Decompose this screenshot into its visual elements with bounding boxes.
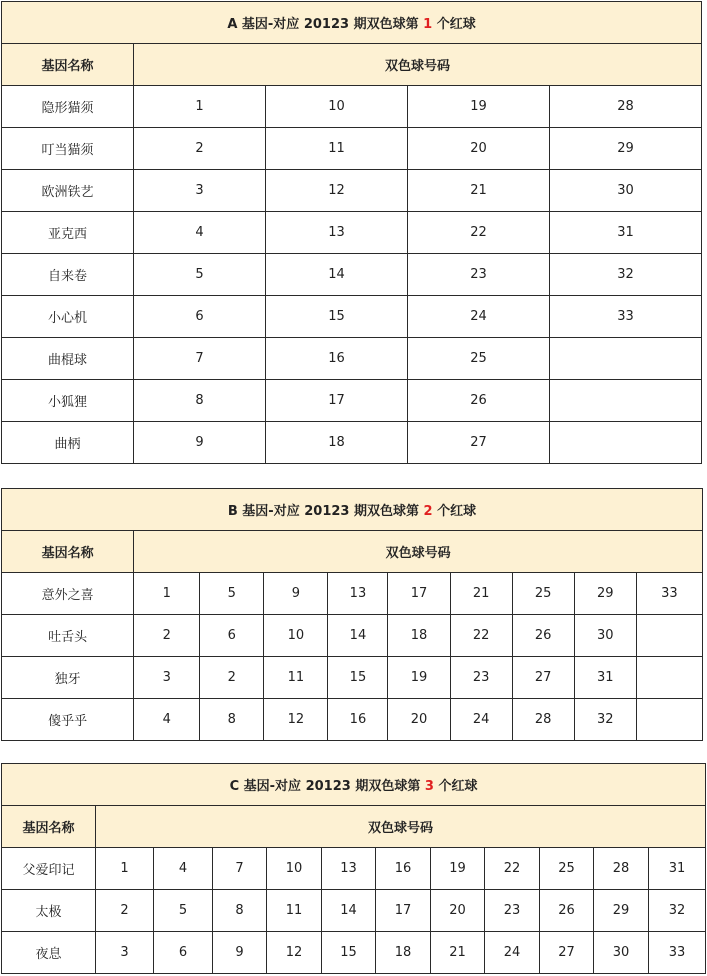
ball-number: 19 [431, 848, 485, 890]
ball-number: 14 [322, 890, 376, 932]
ball-number: 22 [408, 212, 550, 254]
ball-number: 16 [376, 848, 431, 890]
gene-name: 父爱印记 [2, 848, 96, 890]
table-title: A 基因-对应 20123 期双色球第 1 个红球 [2, 2, 702, 44]
ball-number: 24 [450, 699, 512, 741]
table-row [2, 848, 706, 890]
ball-number: 25 [512, 573, 574, 615]
table-title: C 基因-对应 20123 期双色球第 3 个红球 [2, 764, 706, 806]
ball-number: 30 [594, 932, 649, 974]
gene-name: 意外之喜 [2, 573, 134, 615]
table-row [2, 128, 702, 170]
ball-number: 29 [574, 573, 636, 615]
table-row [2, 422, 702, 464]
ball-number: 21 [431, 932, 485, 974]
ball-number: 25 [540, 848, 594, 890]
gene-name: 太极 [2, 890, 96, 932]
ball-number: 3 [96, 932, 154, 974]
ball-number: 4 [154, 848, 213, 890]
gene-name-header: 基因名称 [2, 44, 134, 86]
ball-number: 11 [267, 890, 322, 932]
ball-number: 31 [550, 212, 702, 254]
ball-number: 8 [200, 699, 264, 741]
ball-number: 28 [594, 848, 649, 890]
ball-number: 1 [134, 86, 266, 128]
ball-number: 17 [266, 380, 408, 422]
table-row [2, 573, 703, 615]
ball-number: 20 [388, 699, 450, 741]
gene-name: 小心机 [2, 296, 134, 338]
gene-name: 吐舌头 [2, 615, 134, 657]
ball-number: 4 [134, 699, 200, 741]
ball-number: 30 [574, 615, 636, 657]
table-row [2, 170, 702, 212]
gene-name-header: 基因名称 [2, 806, 96, 848]
ball-number [636, 657, 702, 699]
table-row [2, 699, 703, 741]
ball-number: 5 [200, 573, 264, 615]
gene-name: 傻乎乎 [2, 699, 134, 741]
ball-number: 10 [267, 848, 322, 890]
ball-number: 23 [450, 657, 512, 699]
table-row [2, 86, 702, 128]
ball-number: 2 [96, 890, 154, 932]
gene-name: 叮当猫须 [2, 128, 134, 170]
ball-number: 12 [267, 932, 322, 974]
ball-number: 3 [134, 657, 200, 699]
table-row [2, 296, 702, 338]
gene-name-header: 基因名称 [2, 531, 134, 573]
ball-number [550, 338, 702, 380]
ball-number [636, 615, 702, 657]
ball-number: 10 [266, 86, 408, 128]
ball-number: 9 [264, 573, 328, 615]
ball-number: 27 [540, 932, 594, 974]
ball-number: 14 [328, 615, 388, 657]
ball-number: 28 [550, 86, 702, 128]
table-row [2, 615, 703, 657]
ball-number: 33 [649, 932, 706, 974]
ball-number: 6 [134, 296, 266, 338]
gene-table-a-grid [1, 1, 702, 464]
gene-name: 独牙 [2, 657, 134, 699]
ball-number: 33 [636, 573, 702, 615]
ball-number: 19 [388, 657, 450, 699]
ball-number: 13 [328, 573, 388, 615]
gene-name: 小狐狸 [2, 380, 134, 422]
ball-number: 26 [540, 890, 594, 932]
numbers-header: 双色球号码 [134, 531, 703, 573]
ball-number: 5 [154, 890, 213, 932]
ball-number: 18 [266, 422, 408, 464]
table-title: B 基因-对应 20123 期双色球第 2 个红球 [2, 489, 703, 531]
ball-number: 25 [408, 338, 550, 380]
ball-number: 20 [431, 890, 485, 932]
ball-number: 23 [485, 890, 540, 932]
ball-number: 8 [134, 380, 266, 422]
ball-number: 14 [266, 254, 408, 296]
ball-number: 27 [512, 657, 574, 699]
ball-number: 15 [322, 932, 376, 974]
ball-number [636, 699, 702, 741]
ball-number: 31 [574, 657, 636, 699]
ball-number: 5 [134, 254, 266, 296]
gene-table-b [1, 488, 703, 741]
table-row [2, 254, 702, 296]
ball-number: 29 [550, 128, 702, 170]
ball-number: 32 [649, 890, 706, 932]
ball-number: 32 [574, 699, 636, 741]
ball-number: 22 [450, 615, 512, 657]
ball-number: 2 [134, 615, 200, 657]
ball-position-number: 3 [424, 779, 434, 794]
ball-number: 15 [328, 657, 388, 699]
ball-number: 26 [408, 380, 550, 422]
gene-table-c [1, 763, 706, 974]
ball-number: 9 [213, 932, 267, 974]
ball-number: 28 [512, 699, 574, 741]
ball-number [550, 422, 702, 464]
numbers-header: 双色球号码 [134, 44, 702, 86]
ball-number: 12 [264, 699, 328, 741]
ball-number: 27 [408, 422, 550, 464]
ball-position-number: 1 [423, 17, 433, 32]
table-row [2, 380, 702, 422]
ball-number: 30 [550, 170, 702, 212]
gene-name: 曲柄 [2, 422, 134, 464]
ball-number: 2 [134, 128, 266, 170]
ball-number: 15 [266, 296, 408, 338]
gene-name: 隐形猫须 [2, 86, 134, 128]
ball-number: 24 [408, 296, 550, 338]
numbers-header: 双色球号码 [96, 806, 706, 848]
ball-number: 16 [266, 338, 408, 380]
table-row [2, 338, 702, 380]
ball-number: 6 [154, 932, 213, 974]
ball-number: 17 [388, 573, 450, 615]
ball-number: 10 [264, 615, 328, 657]
ball-number: 13 [266, 212, 408, 254]
gene-name: 自来卷 [2, 254, 134, 296]
ball-number: 1 [96, 848, 154, 890]
ball-number: 22 [485, 848, 540, 890]
ball-number: 8 [213, 890, 267, 932]
ball-number: 11 [264, 657, 328, 699]
ball-number: 16 [328, 699, 388, 741]
ball-number: 24 [485, 932, 540, 974]
gene-table-b-grid [1, 488, 703, 741]
ball-number: 33 [550, 296, 702, 338]
ball-number: 12 [266, 170, 408, 212]
ball-number: 18 [376, 932, 431, 974]
ball-number: 3 [134, 170, 266, 212]
ball-number: 21 [450, 573, 512, 615]
gene-table-c-grid [1, 763, 706, 974]
ball-number: 26 [512, 615, 574, 657]
ball-number: 17 [376, 890, 431, 932]
ball-number: 13 [322, 848, 376, 890]
ball-position-number: 2 [423, 504, 433, 519]
ball-number: 9 [134, 422, 266, 464]
ball-number: 31 [649, 848, 706, 890]
ball-number: 21 [408, 170, 550, 212]
table-row [2, 932, 706, 974]
ball-number: 18 [388, 615, 450, 657]
gene-name: 欧洲铁艺 [2, 170, 134, 212]
table-row [2, 657, 703, 699]
ball-number: 32 [550, 254, 702, 296]
gene-table-a [1, 1, 702, 464]
ball-number: 2 [200, 657, 264, 699]
ball-number: 23 [408, 254, 550, 296]
ball-number: 29 [594, 890, 649, 932]
table-row [2, 890, 706, 932]
ball-number: 20 [408, 128, 550, 170]
ball-number: 4 [134, 212, 266, 254]
gene-name: 曲棍球 [2, 338, 134, 380]
gene-name: 夜息 [2, 932, 96, 974]
ball-number: 7 [134, 338, 266, 380]
ball-number: 6 [200, 615, 264, 657]
table-row [2, 212, 702, 254]
ball-number: 7 [213, 848, 267, 890]
ball-number: 11 [266, 128, 408, 170]
ball-number [550, 380, 702, 422]
ball-number: 19 [408, 86, 550, 128]
gene-name: 亚克西 [2, 212, 134, 254]
ball-number: 1 [134, 573, 200, 615]
